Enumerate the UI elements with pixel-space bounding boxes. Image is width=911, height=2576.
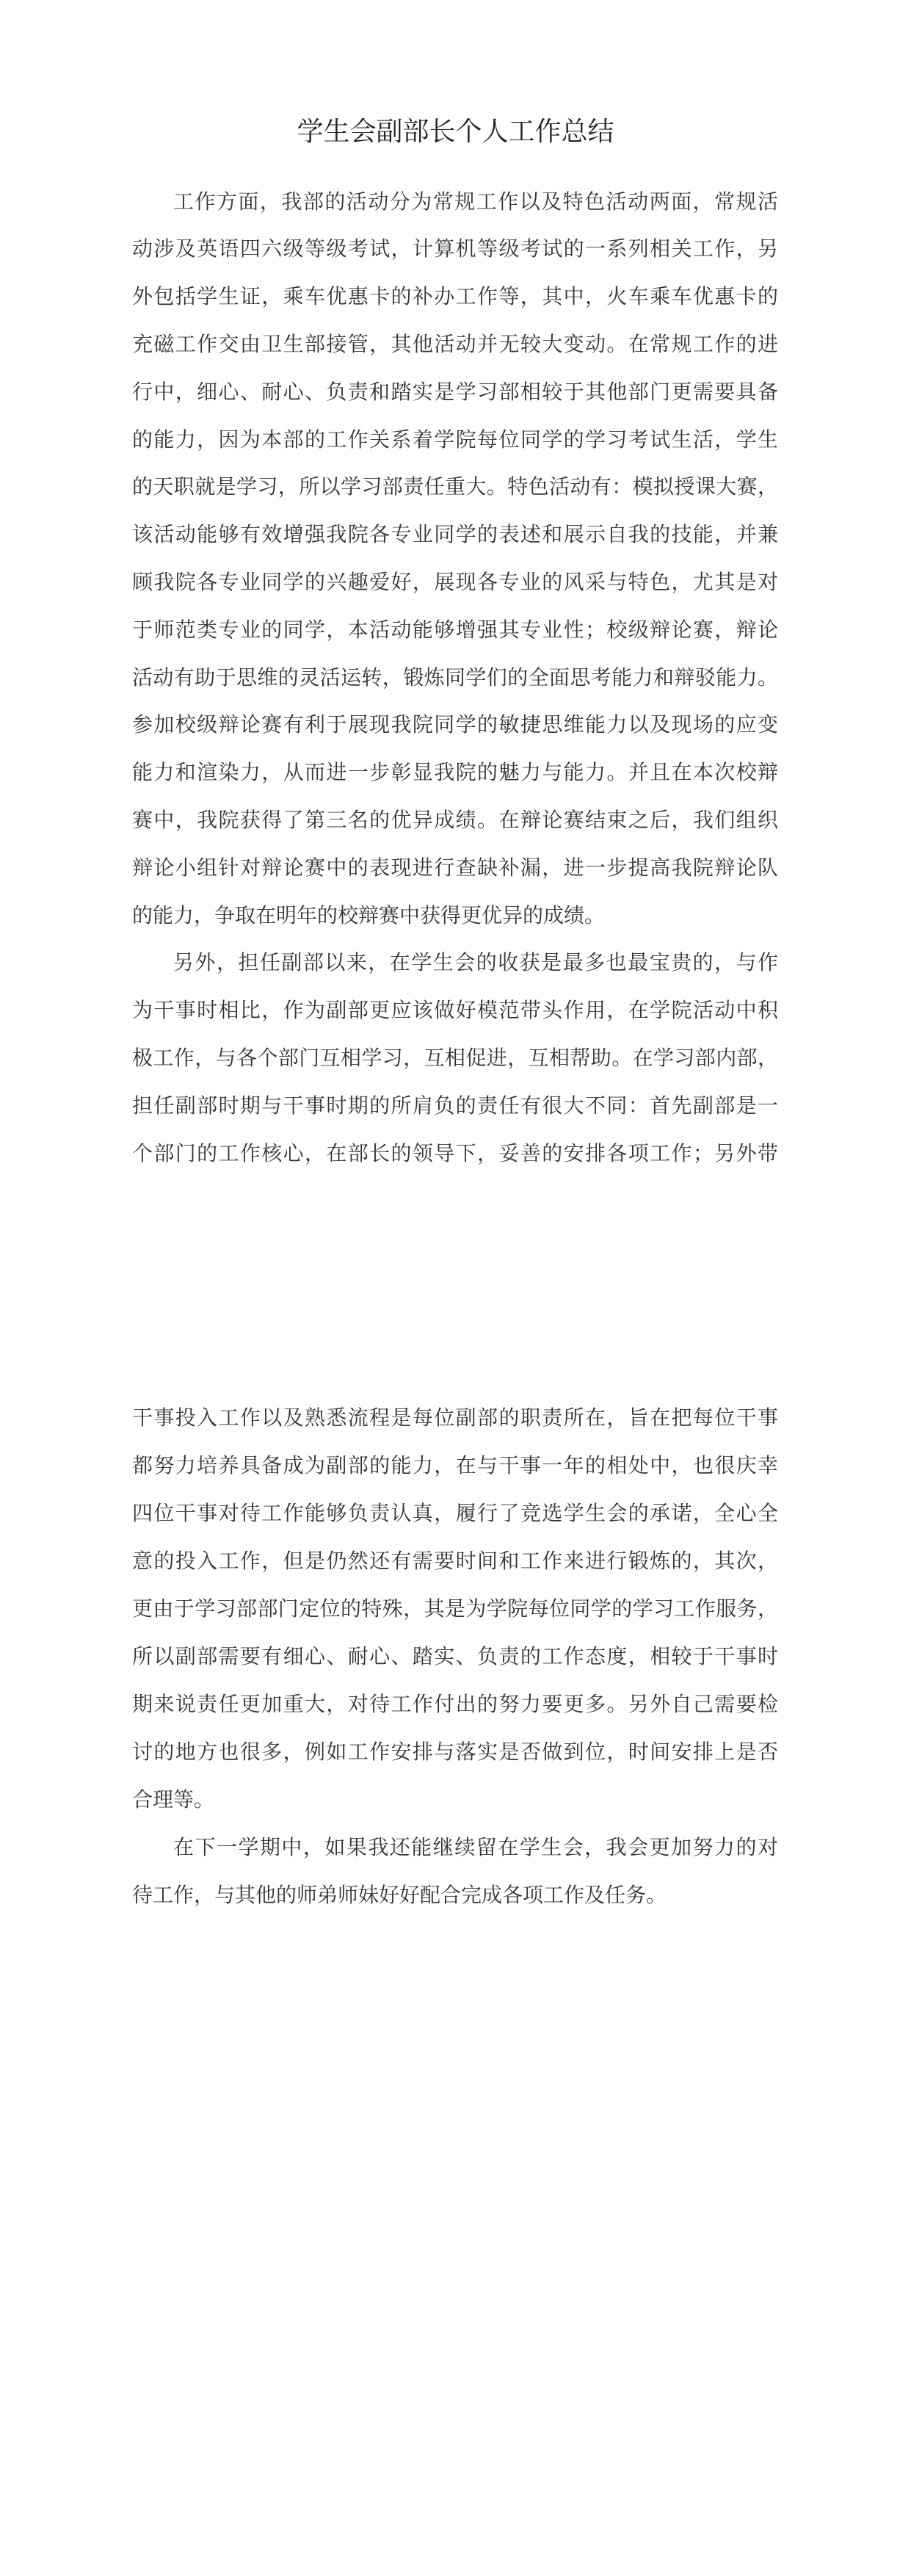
text-line: 的能力，因为本部的工作关系着学院每位同学的学习考试生活，学生 (132, 427, 778, 452)
text-line: 赛中，我院获得了第三名的优异成绩。在辩论赛结束之后，我们组织 (132, 808, 778, 832)
text-line: 待工作，与其他的师弟师妹好好配合完成各项工作及任务。 (132, 1883, 667, 1907)
text-line: 动涉及英语四六级等级考试，计算机等级考试的一系列相关工作，另 (132, 236, 778, 261)
text-line: 于师范类专业的同学，本活动能够增强其专业性；校级辩论赛，辩论 (132, 618, 778, 642)
text-line: 的能力，争取在明年的校辩赛中获得更优异的成绩。 (132, 903, 606, 927)
text-line: 干事投入工作以及熟悉流程是每位副部的职责所在，旨在把每位干事 (132, 1405, 778, 1430)
text-line: 个部门的工作核心，在部长的领导下，妥善的安排各项工作；另外带 (132, 1141, 778, 1165)
text-line: 都努力培养具备成为副部的能力，在与干事一年的相处中，也很庆幸 (132, 1453, 778, 1477)
text-line: 更由于学习部部门定位的特殊，其是为学院每位同学的学习工作服务， (132, 1596, 778, 1621)
text-line: 担任副部时期与干事时期的所肩负的责任有很大不同：首先副部是一 (132, 1093, 778, 1118)
text-line: 四位干事对待工作能够负责认真，履行了竞选学生会的承诺，全心全 (132, 1501, 778, 1525)
text-line: 讨的地方也很多，例如工作安排与落实是否做到位，时间安排上是否 (132, 1740, 778, 1764)
text-line: 工作方面，我部的活动分为常规工作以及特色活动两面，常规活 (173, 189, 778, 214)
text-line: 合理等。 (132, 1787, 215, 1812)
text-line: 另外，担任副部以来，在学生会的收获是最多也最宝贵的，与作 (173, 950, 778, 974)
text-line: 极工作，与各个部门互相学习，互相促进，互相帮助。在学习部内部， (132, 1046, 778, 1070)
text-line: 顾我院各专业同学的兴趣爱好，展现各专业的风采与特色，尤其是对 (132, 570, 778, 594)
text-line: 外包括学生证，乘车优惠卡的补办工作等，其中，火车乘车优惠卡的 (132, 284, 778, 308)
text-line: 所以副部需要有细心、耐心、踏实、负责的工作态度，相较于干事时 (132, 1644, 778, 1668)
text-line: 在下一学期中，如果我还能继续留在学生会，我会更加努力的对 (173, 1835, 778, 1859)
text-line: 活动有助于思维的灵活运转，锻炼同学们的全面思考能力和辩驳能力。 (132, 665, 778, 690)
text-line: 辩论小组针对辩论赛中的表现进行查缺补漏，进一步提高我院辩论队 (132, 855, 778, 880)
text-line: 行中，细心、耐心、负责和踏实是学习部相较于其他部门更需要具备 (132, 380, 778, 404)
text-line: 充磁工作交由卫生部接管，其他活动并无较大变动。在常规工作的进 (132, 332, 778, 356)
text-line: 参加校级辩论赛有利于展现我院同学的敏捷思维能力以及现场的应变 (132, 712, 778, 737)
text-line: 该活动能够有效增强我院各专业同学的表述和展示自我的技能，并兼 (132, 522, 778, 546)
text-line: 意的投入工作，但是仍然还有需要时间和工作来进行锻炼的，其次， (132, 1549, 778, 1573)
text-line: 期来说责任更加重大，对待工作付出的努力要更多。另外自己需要检 (132, 1692, 778, 1716)
text-line: 为干事时相比，作为副部更应该做好模范带头作用，在学院活动中积 (132, 998, 778, 1022)
text-line: 能力和渲染力，从而进一步彰显我院的魅力与能力。并且在本次校辩 (132, 760, 778, 784)
text-line: 的天职就是学习，所以学习部责任重大。特色活动有：模拟授课大赛， (132, 474, 778, 499)
page-title: 学生会副部长个人工作总结 (297, 117, 614, 147)
